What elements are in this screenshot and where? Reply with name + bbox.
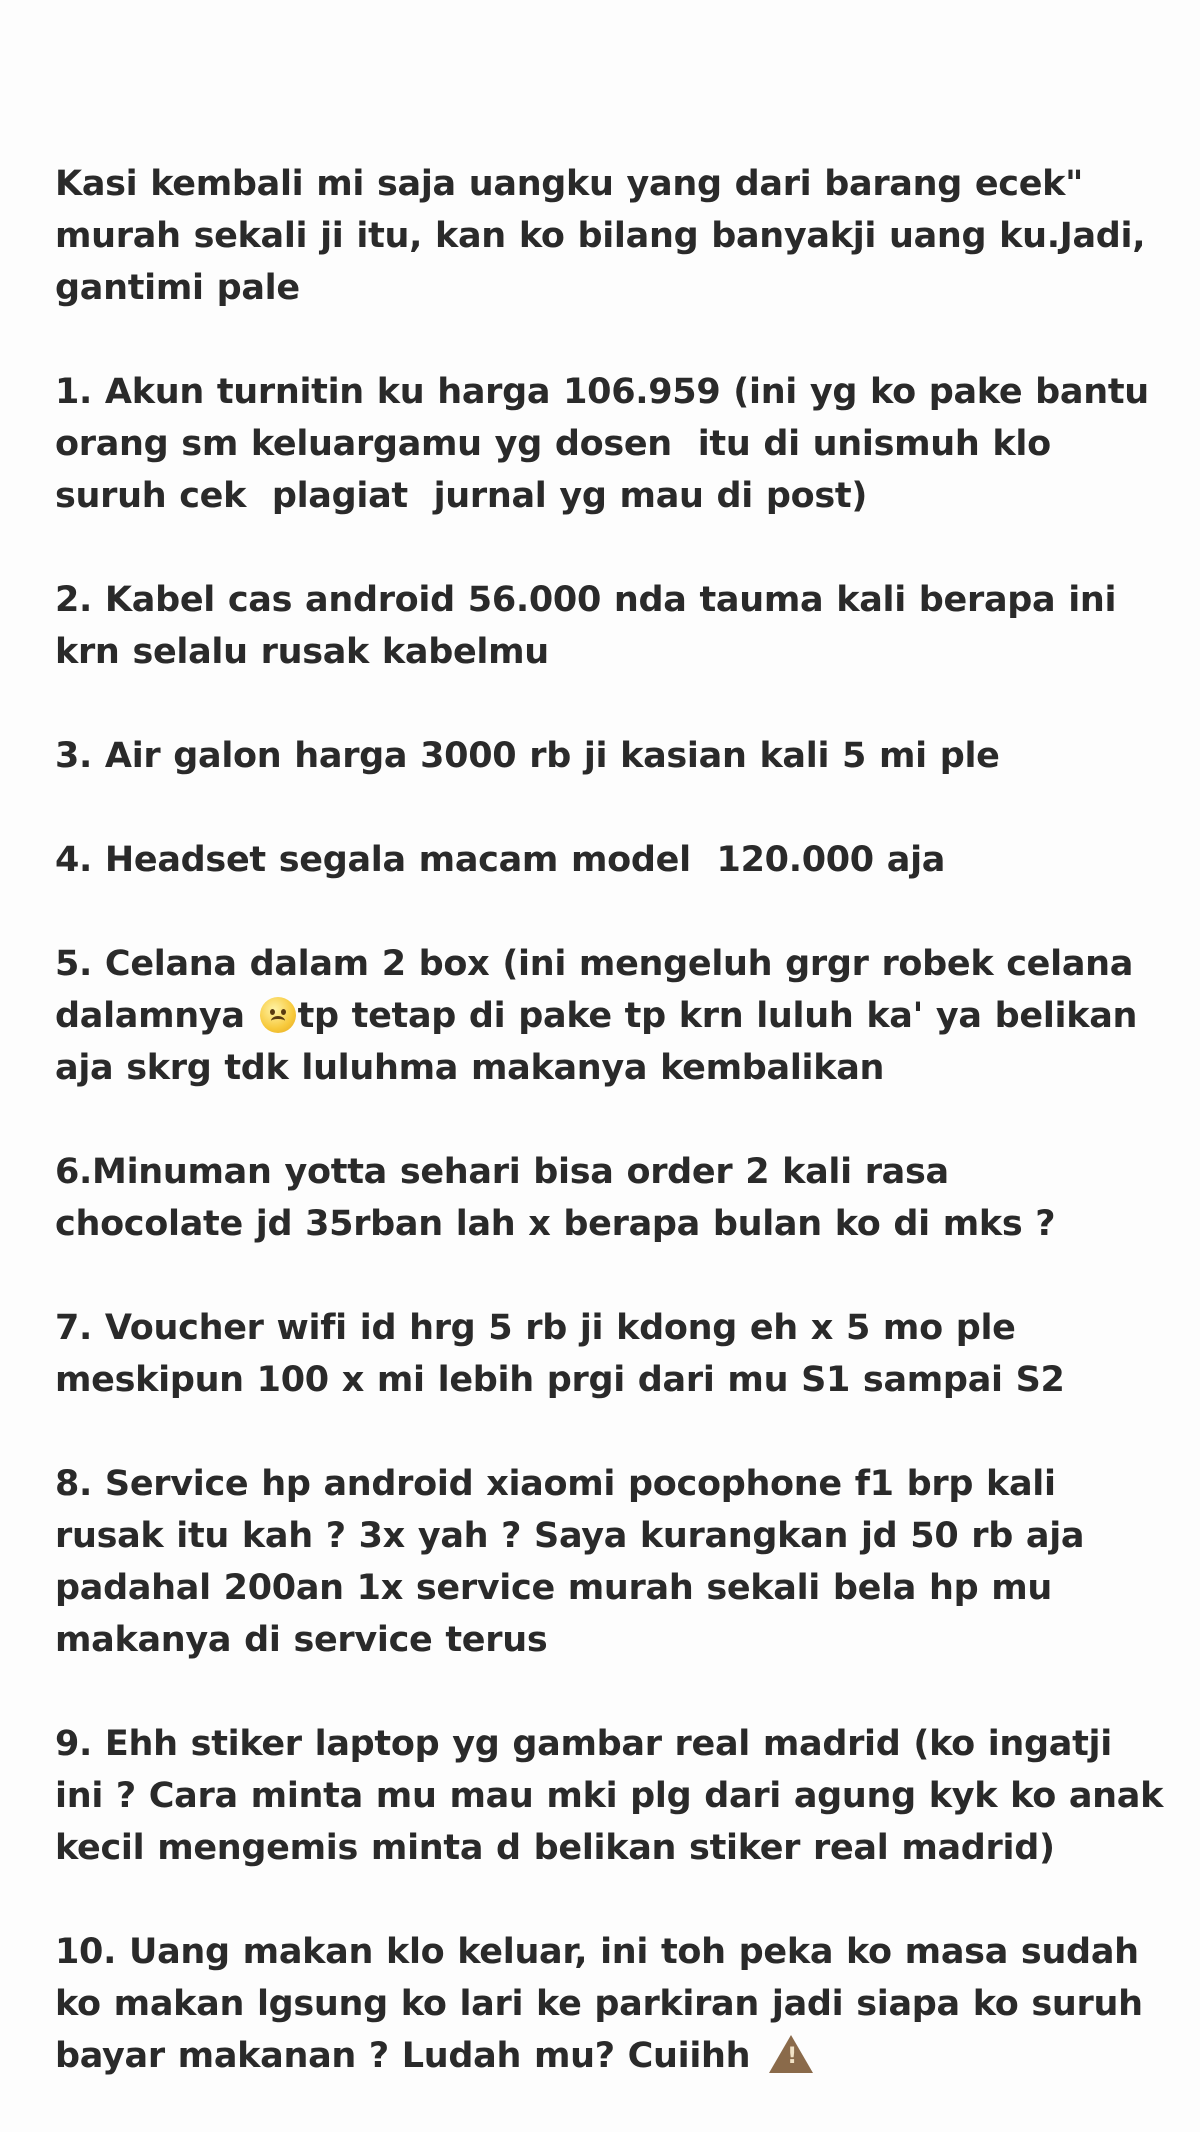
text-line: krn selalu rusak kabelmu [55,632,549,672]
text-line: aja skrg tdk luluhma makanya kembalikan [55,1048,885,1088]
item-4-paragraph [55,834,1150,886]
text-line: 7. Voucher wifi id hrg 5 rb ji kdong eh x 5 mo ple [55,1308,1016,1348]
item-5-paragraph [55,938,1150,1094]
text-line: gantimi pale [55,268,300,308]
item-2-paragraph [55,574,1150,678]
text-line: 8. Service hp android xiaomi pocophone f1 brp kali [55,1464,1056,1504]
text-line: 9. Ehh stiker laptop yg gambar real madrid (ko ingatji [55,1724,1112,1764]
text-fragment: tp tetap di pake tp krn luluh ka' ya belikan [297,996,1138,1036]
warning-sign-emoji-icon: ! [769,2035,813,2073]
item-1-paragraph [55,366,1150,522]
intro-paragraph [55,158,1150,314]
text-line: padahal 200an 1x service murah sekali bela hp mu [55,1568,1053,1608]
item-3-paragraph [55,730,1150,782]
text-fragment: dalamnya [55,996,258,1036]
item-9-paragraph [55,1718,1164,1874]
text-line: chocolate jd 35rban lah x berapa bulan ko di mks ? [55,1204,1056,1244]
text-line: rusak itu kah ? 3x yah ? Saya kurangkan jd 50 rb aja [55,1516,1085,1556]
item-8-paragraph [55,1458,1150,1666]
text-line: 10. Uang makan klo keluar, ini toh peka ko masa sudah [55,1932,1139,1972]
text-line: ini ? Cara minta mu mau mki plg dari agung kyk ko anak [55,1776,1164,1816]
text-line: 5. Celana dalam 2 box (ini mengeluh grgr robek celana [55,944,1134,984]
text-line: 1. Akun turnitin ku harga 106.959 (ini yg ko pake bantu [55,372,1149,412]
text-line: meskipun 100 x mi lebih prgi dari mu S1 sampai S2 [55,1360,1065,1400]
text-line [55,2030,1150,2082]
text-line: kecil mengemis minta d belikan stiker real madrid) [55,1828,1055,1868]
text-fragment: bayar makanan ? Ludah mu? Cuiihh [55,2036,764,2076]
text-line: ko makan lgsung ko lari ke parkiran jadi siapa ko suruh [55,1984,1143,2024]
text-line: makanya di service terus [55,1620,548,1660]
text-line: Kasi kembali mi saja uangku yang dari barang ecek" [55,164,1084,204]
text-line: orang sm keluargamu yg dosen itu di unismuh klo [55,424,1051,464]
sad-face-emoji-icon [260,997,296,1033]
text-line [55,990,1150,1042]
text-line: 6.Minuman yotta sehari bisa order 2 kali rasa [55,1152,949,1192]
item-7-paragraph [55,1302,1150,1406]
item-6-paragraph [55,1146,1150,1250]
text-line: murah sekali ji itu, kan ko bilang banyakji uang ku.Jadi, [55,216,1146,256]
text-line: 3. Air galon harga 3000 rb ji kasian kali 5 mi ple [55,736,1000,776]
item-10-paragraph [55,1926,1150,2082]
text-line: 4. Headset segala macam model 120.000 aja [55,840,946,880]
text-line: suruh cek plagiat jurnal yg mau di post) [55,476,868,516]
text-line: 2. Kabel cas android 56.000 nda tauma kali berapa ini [55,580,1117,620]
